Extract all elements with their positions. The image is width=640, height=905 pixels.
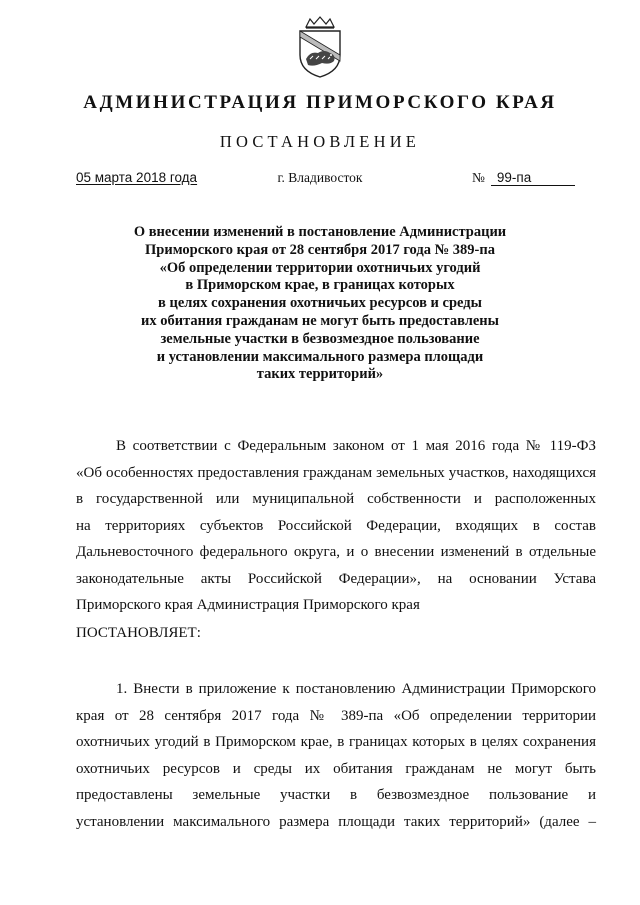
title-line: в Приморском крае, в границах которых bbox=[185, 277, 455, 294]
paragraph-line: 1. Внести в приложение к постановлению Администрации Приморского bbox=[116, 681, 596, 697]
resolves-heading: ПОСТАНОВЛЯЕТ: bbox=[76, 625, 201, 641]
paragraph-line: охотничьих угодий в Приморском крае, в границах которых в целях сохранения bbox=[76, 734, 596, 750]
paragraph-line: в государственной или муниципальной собственности и расположенных bbox=[76, 491, 596, 507]
paragraph-line: охотничьих ресурсов и среды их обитания гражданам не могут быть bbox=[76, 760, 596, 777]
title-line: их обитания гражданам не могут быть предоставлены bbox=[141, 312, 499, 329]
paragraph-line: установлении максимального размера площади таких территорий» (далее – bbox=[76, 813, 596, 830]
paragraph-line: на территориях субъектов Российской Федерации, входящих в состав bbox=[76, 517, 596, 534]
document-city: г. Владивосток bbox=[277, 170, 363, 185]
paragraph-line: Приморского края Администрация Приморского края bbox=[76, 597, 420, 613]
title-line: О внесении изменений в постановление Администрации bbox=[133, 224, 507, 240]
title-line: и установлении максимального размера площади bbox=[156, 348, 484, 365]
title-line: в целях сохранения охотничьих ресурсов и среды bbox=[158, 295, 482, 312]
document-title bbox=[60, 224, 580, 384]
title-line: земельные участки в безвозмездное пользование bbox=[160, 330, 480, 347]
document-date: 05 марта 2018 года bbox=[76, 170, 198, 185]
title-line: таких территорий» bbox=[256, 366, 384, 383]
document-number bbox=[472, 170, 575, 186]
title-line: «Об определении территории охотничьих угодий bbox=[159, 259, 481, 276]
coat-of-arms-icon bbox=[292, 15, 348, 79]
paragraph-line: Дальневосточного федерального округа, и о внесении изменений в отдельные bbox=[76, 544, 596, 560]
organization-name: АДМИНИСТРАЦИЯ ПРИМОРСКОГО КРАЯ bbox=[83, 92, 557, 113]
paragraph-line: законодательные акты Российской Федерации», на основании Устава bbox=[76, 570, 596, 587]
item-1-paragraph bbox=[76, 676, 596, 835]
paragraph-line: края от 28 сентября 2017 года № 389-па «Об определении территории bbox=[76, 707, 596, 724]
number-prefix: № bbox=[472, 170, 485, 185]
title-line: Приморского края от 28 сентября 2017 года № 389-па bbox=[145, 241, 495, 258]
document-type: ПОСТАНОВЛЕНИЕ bbox=[219, 132, 421, 151]
preamble-paragraph bbox=[76, 433, 596, 619]
paragraph-line: предоставлены земельные участки в безвозмездное пользование и bbox=[76, 787, 596, 803]
paragraph-line: В соответствии с Федеральным законом от 1 мая 2016 года № 119-ФЗ bbox=[116, 438, 596, 454]
paragraph-line: «Об особенностях предоставления гражданам земельных участков, находящихся bbox=[76, 464, 596, 481]
number-value: 99-па bbox=[491, 170, 575, 186]
